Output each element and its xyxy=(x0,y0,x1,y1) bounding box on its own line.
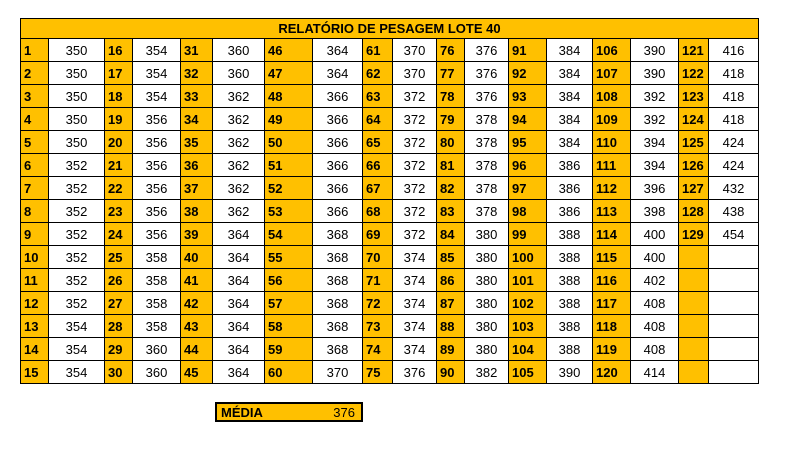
weight-cell: 354 xyxy=(49,338,105,361)
weight-cell: 454 xyxy=(709,223,759,246)
weight-cell: 368 xyxy=(313,315,363,338)
weight-cell: 398 xyxy=(631,200,679,223)
weight-cell: 362 xyxy=(213,131,265,154)
animal-id-cell xyxy=(679,338,709,361)
animal-id-cell: 7 xyxy=(21,177,49,200)
animal-id-cell: 109 xyxy=(593,108,631,131)
weight-cell: 394 xyxy=(631,154,679,177)
animal-id-cell: 38 xyxy=(181,200,213,223)
table-row xyxy=(21,338,759,361)
animal-id-cell: 49 xyxy=(265,108,313,131)
animal-id-cell: 102 xyxy=(509,292,547,315)
weight-cell: 386 xyxy=(547,154,593,177)
animal-id-cell: 50 xyxy=(265,131,313,154)
weight-cell: 366 xyxy=(313,108,363,131)
animal-id-cell: 120 xyxy=(593,361,631,384)
table-row xyxy=(21,361,759,384)
weight-cell: 358 xyxy=(133,315,181,338)
animal-id-cell: 48 xyxy=(265,85,313,108)
table-row xyxy=(21,269,759,292)
animal-id-cell: 28 xyxy=(105,315,133,338)
animal-id-cell: 36 xyxy=(181,154,213,177)
animal-id-cell: 35 xyxy=(181,131,213,154)
weight-cell: 364 xyxy=(213,292,265,315)
weight-cell: 358 xyxy=(133,246,181,269)
weight-cell: 384 xyxy=(547,39,593,62)
animal-id-cell: 107 xyxy=(593,62,631,85)
report-title: RELATÓRIO DE PESAGEM LOTE 40 xyxy=(21,19,759,39)
animal-id-cell: 71 xyxy=(363,269,393,292)
animal-id-cell: 26 xyxy=(105,269,133,292)
weight-cell: 372 xyxy=(393,223,437,246)
animal-id-cell: 82 xyxy=(437,177,465,200)
weight-cell: 408 xyxy=(631,315,679,338)
animal-id-cell: 62 xyxy=(363,62,393,85)
weight-cell: 364 xyxy=(213,246,265,269)
animal-id-cell: 31 xyxy=(181,39,213,62)
weight-cell: 396 xyxy=(631,177,679,200)
animal-id-cell: 14 xyxy=(21,338,49,361)
animal-id-cell xyxy=(679,315,709,338)
weight-cell: 360 xyxy=(213,39,265,62)
weight-cell: 372 xyxy=(393,108,437,131)
weight-cell: 378 xyxy=(465,108,509,131)
weight-cell: 356 xyxy=(133,223,181,246)
weight-cell: 390 xyxy=(631,39,679,62)
weight-cell: 350 xyxy=(49,108,105,131)
weight-cell: 364 xyxy=(313,62,363,85)
animal-id-cell xyxy=(679,246,709,269)
weight-cell: 362 xyxy=(213,200,265,223)
animal-id-cell: 122 xyxy=(679,62,709,85)
animal-id-cell: 1 xyxy=(21,39,49,62)
weight-cell: 358 xyxy=(133,292,181,315)
table-row xyxy=(21,223,759,246)
weight-cell: 350 xyxy=(49,131,105,154)
animal-id-cell: 73 xyxy=(363,315,393,338)
animal-id-cell: 24 xyxy=(105,223,133,246)
animal-id-cell: 6 xyxy=(21,154,49,177)
animal-id-cell: 94 xyxy=(509,108,547,131)
animal-id-cell: 125 xyxy=(679,131,709,154)
animal-id-cell: 13 xyxy=(21,315,49,338)
animal-id-cell: 52 xyxy=(265,177,313,200)
animal-id-cell: 106 xyxy=(593,39,631,62)
animal-id-cell: 27 xyxy=(105,292,133,315)
weight-cell xyxy=(709,315,759,338)
weight-cell: 378 xyxy=(465,200,509,223)
animal-id-cell: 68 xyxy=(363,200,393,223)
animal-id-cell: 99 xyxy=(509,223,547,246)
weight-cell: 424 xyxy=(709,131,759,154)
animal-id-cell: 89 xyxy=(437,338,465,361)
table-row xyxy=(21,39,759,62)
weight-cell: 352 xyxy=(49,269,105,292)
animal-id-cell: 92 xyxy=(509,62,547,85)
table-row xyxy=(21,246,759,269)
animal-id-cell: 33 xyxy=(181,85,213,108)
weight-cell: 366 xyxy=(313,177,363,200)
weight-cell: 392 xyxy=(631,85,679,108)
weight-cell: 424 xyxy=(709,154,759,177)
animal-id-cell: 57 xyxy=(265,292,313,315)
animal-id-cell: 15 xyxy=(21,361,49,384)
animal-id-cell: 101 xyxy=(509,269,547,292)
weight-cell: 366 xyxy=(313,154,363,177)
table-row xyxy=(21,315,759,338)
weight-cell: 400 xyxy=(631,223,679,246)
animal-id-cell: 32 xyxy=(181,62,213,85)
weighing-report-table xyxy=(20,18,759,384)
weight-cell: 352 xyxy=(49,154,105,177)
animal-id-cell: 70 xyxy=(363,246,393,269)
animal-id-cell: 30 xyxy=(105,361,133,384)
animal-id-cell: 10 xyxy=(21,246,49,269)
weight-cell: 360 xyxy=(133,338,181,361)
weight-cell: 388 xyxy=(547,269,593,292)
weight-cell xyxy=(709,269,759,292)
weight-cell: 408 xyxy=(631,338,679,361)
average-label: MÉDIA xyxy=(221,405,263,420)
weight-cell xyxy=(709,338,759,361)
animal-id-cell: 98 xyxy=(509,200,547,223)
weight-cell: 414 xyxy=(631,361,679,384)
animal-id-cell: 56 xyxy=(265,269,313,292)
weight-cell: 376 xyxy=(393,361,437,384)
weight-cell: 382 xyxy=(465,361,509,384)
weight-cell: 390 xyxy=(631,62,679,85)
animal-id-cell: 47 xyxy=(265,62,313,85)
weight-cell: 358 xyxy=(133,269,181,292)
weight-cell: 368 xyxy=(313,269,363,292)
animal-id-cell: 29 xyxy=(105,338,133,361)
weight-cell: 364 xyxy=(213,223,265,246)
animal-id-cell: 75 xyxy=(363,361,393,384)
weight-cell: 384 xyxy=(547,108,593,131)
animal-id-cell: 95 xyxy=(509,131,547,154)
weight-cell: 362 xyxy=(213,177,265,200)
weight-cell: 360 xyxy=(213,62,265,85)
weight-cell: 376 xyxy=(465,39,509,62)
average-box xyxy=(215,402,363,422)
animal-id-cell: 77 xyxy=(437,62,465,85)
animal-id-cell: 108 xyxy=(593,85,631,108)
animal-id-cell: 46 xyxy=(265,39,313,62)
animal-id-cell: 91 xyxy=(509,39,547,62)
weight-cell: 372 xyxy=(393,200,437,223)
weight-cell: 372 xyxy=(393,154,437,177)
animal-id-cell: 80 xyxy=(437,131,465,154)
weight-cell: 354 xyxy=(49,361,105,384)
table-row xyxy=(21,131,759,154)
weight-cell: 368 xyxy=(313,292,363,315)
animal-id-cell: 117 xyxy=(593,292,631,315)
animal-id-cell: 81 xyxy=(437,154,465,177)
weight-cell: 352 xyxy=(49,223,105,246)
weight-cell: 374 xyxy=(393,269,437,292)
animal-id-cell: 69 xyxy=(363,223,393,246)
weight-cell: 418 xyxy=(709,62,759,85)
weight-cell: 364 xyxy=(213,338,265,361)
animal-id-cell: 97 xyxy=(509,177,547,200)
weight-cell: 364 xyxy=(213,361,265,384)
animal-id-cell: 61 xyxy=(363,39,393,62)
animal-id-cell: 87 xyxy=(437,292,465,315)
animal-id-cell: 17 xyxy=(105,62,133,85)
animal-id-cell: 85 xyxy=(437,246,465,269)
animal-id-cell: 8 xyxy=(21,200,49,223)
table-row xyxy=(21,62,759,85)
weight-cell: 352 xyxy=(49,177,105,200)
animal-id-cell: 45 xyxy=(181,361,213,384)
animal-id-cell: 40 xyxy=(181,246,213,269)
table-row xyxy=(21,200,759,223)
weight-cell: 354 xyxy=(49,315,105,338)
animal-id-cell: 74 xyxy=(363,338,393,361)
animal-id-cell: 59 xyxy=(265,338,313,361)
animal-id-cell: 3 xyxy=(21,85,49,108)
weight-cell: 356 xyxy=(133,200,181,223)
weight-cell: 380 xyxy=(465,315,509,338)
weight-cell: 356 xyxy=(133,131,181,154)
animal-id-cell: 88 xyxy=(437,315,465,338)
weight-cell: 368 xyxy=(313,338,363,361)
animal-id-cell: 86 xyxy=(437,269,465,292)
animal-id-cell: 123 xyxy=(679,85,709,108)
weight-cell xyxy=(709,246,759,269)
title-row xyxy=(21,19,759,39)
animal-id-cell: 19 xyxy=(105,108,133,131)
weight-cell: 354 xyxy=(133,85,181,108)
animal-id-cell: 16 xyxy=(105,39,133,62)
animal-id-cell: 96 xyxy=(509,154,547,177)
animal-id-cell: 39 xyxy=(181,223,213,246)
animal-id-cell: 2 xyxy=(21,62,49,85)
weight-cell: 400 xyxy=(631,246,679,269)
weight-cell: 356 xyxy=(133,177,181,200)
animal-id-cell: 64 xyxy=(363,108,393,131)
weight-cell: 378 xyxy=(465,131,509,154)
animal-id-cell: 124 xyxy=(679,108,709,131)
weight-cell: 394 xyxy=(631,131,679,154)
weight-cell xyxy=(709,361,759,384)
weight-cell: 386 xyxy=(547,200,593,223)
weight-cell: 388 xyxy=(547,338,593,361)
weight-cell: 364 xyxy=(213,269,265,292)
table-row xyxy=(21,177,759,200)
animal-id-cell: 65 xyxy=(363,131,393,154)
weight-cell: 388 xyxy=(547,292,593,315)
animal-id-cell: 116 xyxy=(593,269,631,292)
weight-cell: 364 xyxy=(213,315,265,338)
animal-id-cell xyxy=(679,361,709,384)
weight-cell: 372 xyxy=(393,85,437,108)
animal-id-cell: 79 xyxy=(437,108,465,131)
animal-id-cell: 42 xyxy=(181,292,213,315)
animal-id-cell: 11 xyxy=(21,269,49,292)
table-row xyxy=(21,154,759,177)
animal-id-cell: 55 xyxy=(265,246,313,269)
weight-cell: 356 xyxy=(133,108,181,131)
animal-id-cell: 78 xyxy=(437,85,465,108)
weight-cell: 372 xyxy=(393,131,437,154)
weight-cell: 416 xyxy=(709,39,759,62)
animal-id-cell: 103 xyxy=(509,315,547,338)
animal-id-cell: 118 xyxy=(593,315,631,338)
animal-id-cell: 44 xyxy=(181,338,213,361)
animal-id-cell: 113 xyxy=(593,200,631,223)
animal-id-cell: 53 xyxy=(265,200,313,223)
weight-cell: 418 xyxy=(709,108,759,131)
animal-id-cell: 58 xyxy=(265,315,313,338)
animal-id-cell: 129 xyxy=(679,223,709,246)
animal-id-cell: 128 xyxy=(679,200,709,223)
animal-id-cell: 12 xyxy=(21,292,49,315)
weight-cell: 390 xyxy=(547,361,593,384)
animal-id-cell: 114 xyxy=(593,223,631,246)
animal-id-cell xyxy=(679,269,709,292)
average-value: 376 xyxy=(333,405,355,420)
animal-id-cell: 112 xyxy=(593,177,631,200)
weight-cell: 380 xyxy=(465,246,509,269)
weight-cell: 380 xyxy=(465,269,509,292)
animal-id-cell: 121 xyxy=(679,39,709,62)
weight-cell: 388 xyxy=(547,246,593,269)
weight-cell: 362 xyxy=(213,85,265,108)
weight-cell: 366 xyxy=(313,85,363,108)
weight-cell: 384 xyxy=(547,85,593,108)
weight-cell: 432 xyxy=(709,177,759,200)
weight-cell: 378 xyxy=(465,154,509,177)
weight-cell: 402 xyxy=(631,269,679,292)
animal-id-cell: 5 xyxy=(21,131,49,154)
weight-cell: 376 xyxy=(465,62,509,85)
weight-cell: 362 xyxy=(213,154,265,177)
weight-cell: 352 xyxy=(49,292,105,315)
animal-id-cell: 20 xyxy=(105,131,133,154)
animal-id-cell: 105 xyxy=(509,361,547,384)
table-row xyxy=(21,292,759,315)
weight-cell: 366 xyxy=(313,200,363,223)
animal-id-cell: 111 xyxy=(593,154,631,177)
weight-cell: 386 xyxy=(547,177,593,200)
weight-cell: 408 xyxy=(631,292,679,315)
animal-id-cell: 66 xyxy=(363,154,393,177)
weight-cell: 380 xyxy=(465,292,509,315)
weight-cell: 350 xyxy=(49,85,105,108)
animal-id-cell: 84 xyxy=(437,223,465,246)
animal-id-cell: 76 xyxy=(437,39,465,62)
weight-cell: 362 xyxy=(213,108,265,131)
animal-id-cell: 90 xyxy=(437,361,465,384)
weight-cell: 380 xyxy=(465,223,509,246)
animal-id-cell: 54 xyxy=(265,223,313,246)
animal-id-cell: 37 xyxy=(181,177,213,200)
animal-id-cell: 51 xyxy=(265,154,313,177)
weight-cell: 370 xyxy=(313,361,363,384)
animal-id-cell: 22 xyxy=(105,177,133,200)
animal-id-cell: 60 xyxy=(265,361,313,384)
animal-id-cell: 21 xyxy=(105,154,133,177)
animal-id-cell: 119 xyxy=(593,338,631,361)
animal-id-cell: 127 xyxy=(679,177,709,200)
table-row xyxy=(21,108,759,131)
animal-id-cell: 9 xyxy=(21,223,49,246)
animal-id-cell: 34 xyxy=(181,108,213,131)
animal-id-cell: 41 xyxy=(181,269,213,292)
weight-cell: 368 xyxy=(313,246,363,269)
animal-id-cell: 63 xyxy=(363,85,393,108)
weight-cell: 360 xyxy=(133,361,181,384)
animal-id-cell: 104 xyxy=(509,338,547,361)
weight-cell: 352 xyxy=(49,246,105,269)
weight-cell: 370 xyxy=(393,62,437,85)
weight-cell: 388 xyxy=(547,223,593,246)
weight-cell xyxy=(709,292,759,315)
weight-cell: 374 xyxy=(393,246,437,269)
weight-cell: 368 xyxy=(313,223,363,246)
weight-cell: 356 xyxy=(133,154,181,177)
animal-id-cell: 83 xyxy=(437,200,465,223)
weight-cell: 352 xyxy=(49,200,105,223)
weight-cell: 384 xyxy=(547,62,593,85)
animal-id-cell: 23 xyxy=(105,200,133,223)
weight-cell: 374 xyxy=(393,315,437,338)
animal-id-cell: 110 xyxy=(593,131,631,154)
animal-id-cell: 72 xyxy=(363,292,393,315)
weight-cell: 374 xyxy=(393,338,437,361)
weight-cell: 350 xyxy=(49,62,105,85)
weight-cell: 438 xyxy=(709,200,759,223)
weight-cell: 376 xyxy=(465,85,509,108)
table-row xyxy=(21,85,759,108)
animal-id-cell: 43 xyxy=(181,315,213,338)
animal-id-cell: 93 xyxy=(509,85,547,108)
weight-cell: 378 xyxy=(465,177,509,200)
weight-cell: 380 xyxy=(465,338,509,361)
weight-cell: 392 xyxy=(631,108,679,131)
weight-cell: 350 xyxy=(49,39,105,62)
weight-cell: 384 xyxy=(547,131,593,154)
animal-id-cell: 18 xyxy=(105,85,133,108)
animal-id-cell: 100 xyxy=(509,246,547,269)
weight-cell: 374 xyxy=(393,292,437,315)
animal-id-cell: 4 xyxy=(21,108,49,131)
animal-id-cell xyxy=(679,292,709,315)
weight-cell: 354 xyxy=(133,62,181,85)
animal-id-cell: 25 xyxy=(105,246,133,269)
animal-id-cell: 115 xyxy=(593,246,631,269)
weight-cell: 364 xyxy=(313,39,363,62)
weight-cell: 366 xyxy=(313,131,363,154)
weight-cell: 418 xyxy=(709,85,759,108)
weight-cell: 370 xyxy=(393,39,437,62)
animal-id-cell: 126 xyxy=(679,154,709,177)
weight-cell: 388 xyxy=(547,315,593,338)
weight-cell: 354 xyxy=(133,39,181,62)
animal-id-cell: 67 xyxy=(363,177,393,200)
weight-cell: 372 xyxy=(393,177,437,200)
